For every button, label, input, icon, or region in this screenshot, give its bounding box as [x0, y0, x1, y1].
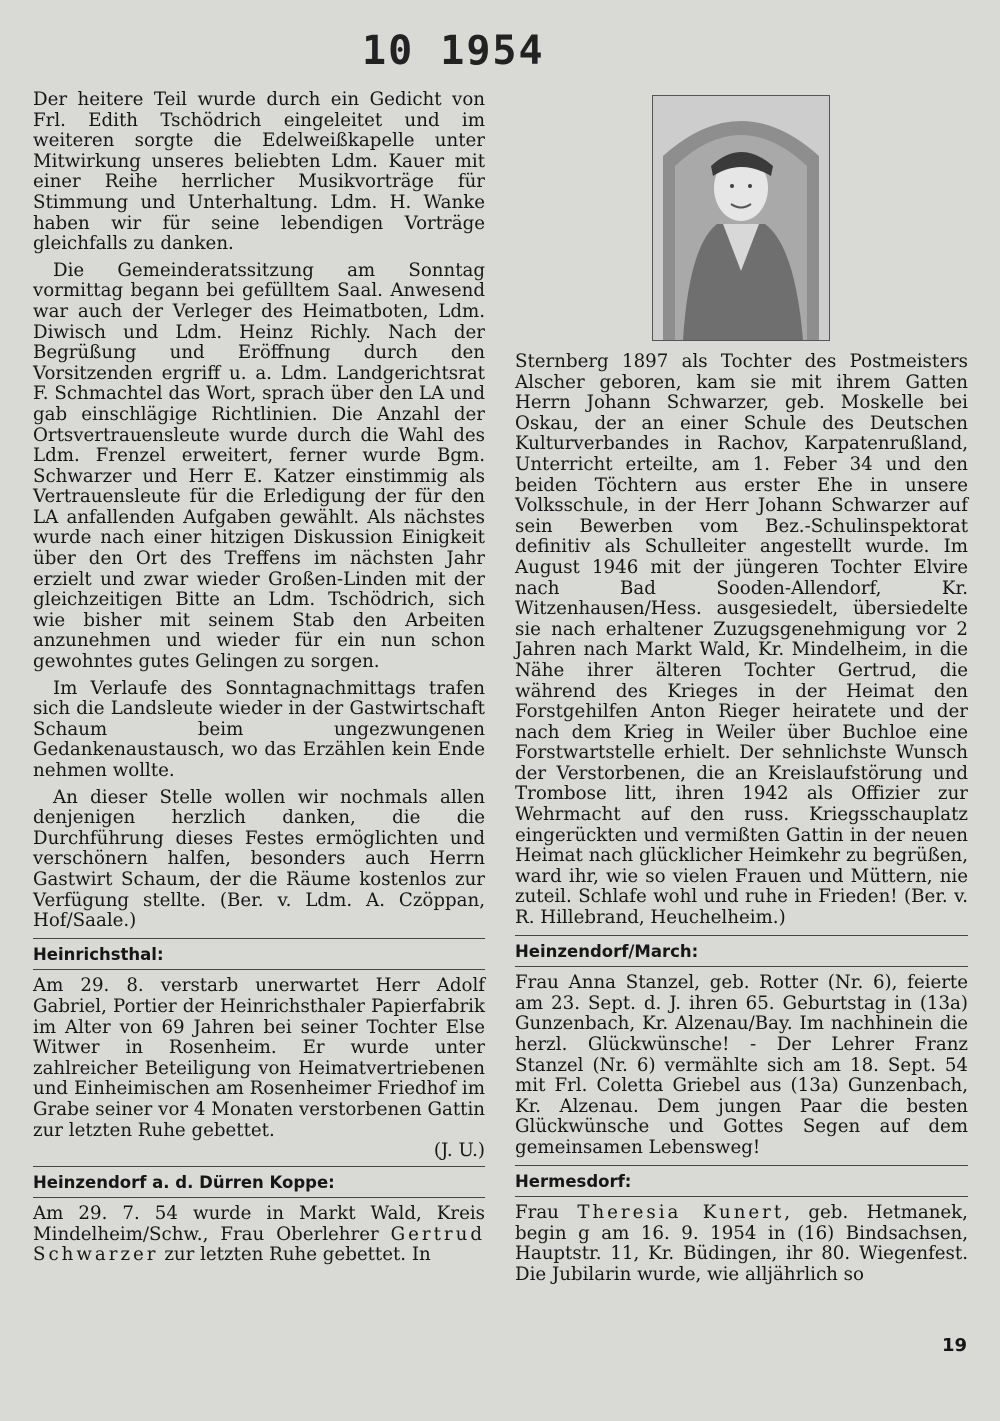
- section-divider: [33, 1166, 485, 1167]
- date-stamp: 10 1954: [362, 28, 545, 74]
- section-divider: [515, 935, 968, 936]
- section-heading-heinrichsthal: Heinrichsthal:: [33, 944, 164, 964]
- paragraph: An dieser Stelle wollen wir nochmals allen denjenigen herzlich danken, die die Durchführung dieses Festes ermöglichten und verschönern halfen, besonders auch Herrn Gastwirt Schaum, der die Räume kostenlos zur Verfügung stellte. (Ber. v. Ldm. A. Czöppan, Hof/Saale.): [33, 786, 485, 932]
- section-divider: [515, 966, 968, 967]
- person-name: Theresia Kunert: [577, 1202, 785, 1224]
- paragraph: Am 29. 8. verstarb unerwartet Herr Adolf Gabriel, Portier der Heinrichsthaler Papierfabrik im Alter von 69 Jahren bei seiner Tochter Else Witwer in Rosenheim. Er wurde unter zahlreicher Beteiligung von Heimatvertriebenen und Einheimischen am Rosenheimer Friedhof im Grabe seiner vor 4 Monaten verstorbenen Gattin zur letzten Ruhe gebettet.: [33, 975, 485, 1141]
- paragraph: Sternberg 1897 als Tochter des Postmeisters Alscher geboren, kam sie mit ihrem Gatten Herrn Johann Schwarzer, geb. Moskelle bei Oskau, der an einer Schule des Deutschen Kulturverbandes in Rachov, Karpatenrußland, Unterricht erteilte, am 1. Feber 34 und den beiden Töchtern aus erster Ehe in unsere Volksschule, in der Herr Johann Schwarzer auf sein Bewerben vom Bez.-Schulinspektorat definitiv als Schulleiter angestellt wurde. Im August 1946 mit der jüngeren Tochter Elvire nach Bad Sooden-Allendorf, Kr. Witzenhausen/Hess. ausgesiedelt, übersiedelte sie nach erhaltener Zuzugsgenehmigung vor 2 Jahren nach Markt Wald, Kr. Mindelheim, in die Nähe ihrer älteren Tochter Gertrud, die während des Krieges in der Heimat den Forstgehilfen Anton Rieger heiratete und der nach dem Krieg in Weiler über Buchloe eine Forstwartstelle erhielt. Der sehnlichste Wunsch der Verstorbenen, die an Kreislaufstörung und Trombose litt, ihren 1942 als Offizier zur Wehrmacht auf den russ. Kriegsschauplatz eingerückten und vermißten Gattin in der neuen Heimat nach glücklicher Heimkehr zu begrüßen, ward ihr, wie so vielen Frauen und Müttern, nie zuteil. Schlafe wohl und ruhe in Frieden! (Ber. v. R. Hillebrand, Heuchelheim.): [515, 351, 968, 929]
- text-fragment: , geb. Hetmanek, begin g am 16. 9. 1954 in (16) Bindsachsen, Hauptstr. 11, Kr. Büdingen, ihr 80. Wiegenfest. Die Jubilarin wurde, wie alljährlich so: [515, 1202, 968, 1285]
- section-heading-heinzendorf-march: Heinzendorf/March:: [515, 941, 699, 961]
- portrait-photo: [652, 95, 830, 341]
- text-fragment: Frau: [515, 1202, 559, 1224]
- text-fragment: Am 29. 7. 54 wurde in Markt Wald, Kreis Mindelheim/Schw., Frau Oberlehrer: [33, 1203, 485, 1245]
- section-divider: [515, 1196, 968, 1197]
- section-divider: [33, 1197, 485, 1198]
- section-heading-hermesdorf: Hermesdorf:: [515, 1171, 632, 1191]
- paragraph: Die Gemeinderatssitzung am Sonntag vormittag begann bei gefülltem Saal. Anwesend war auch der Verleger des Heimatboten, Ldm. Diwisch und Ldm. Heinz Richly. Nach der Begrüßung und Eröffnung durch den Vorsitzenden ergriff u. a. Ldm. Landgerichtsrat F. Schmachtel das Wort, sprach über den LA und gab einschlägige Richtlinien. Die Anzahl der Ortsvertrauensleute wurde durch die Wahl des Ldm. Frenzel erweitert, ferner wurde Bgm. Schwarzer und Herr E. Katzer einstimmig als Vertrauensleute für die Erledigung der für den LA anfallenden Aufgaben gewählt. Als nächstes wurde nach einer hitzigen Diskussion Einigkeit über den Ort des Treffens im nächsten Jahr erzielt und zwar wieder Großen-Linden mit der gleichzeitigen Bitte an Ldm. Tschödrich, sich wie bisher mit seinem Stab den Arbeiten anzunehmen und wieder für ein nun schon gewohntes gutes Gelingen zu sorgen.: [33, 259, 485, 673]
- person-name: Gertrud Schwarzer: [33, 1223, 485, 1266]
- section-divider: [515, 1165, 968, 1166]
- paragraph: [33, 1204, 485, 1266]
- author-signature: (J. U.): [433, 1140, 485, 1162]
- section-divider: [33, 938, 485, 939]
- paragraph: Frau Anna Stanzel, geb. Rotter (Nr. 6), feierte am 23. Sept. d. J. ihren 65. Geburtstag in (13a) Gunzenbach, Kr. Alzenau/Bay. Im nachhinein die herzl. Glückwünsche! - Der Lehrer Franz Stanzel (Nr. 6) vermählte sich am 18. Sept. 54 mit Frl. Coletta Griebel aus (13a) Gunzenbach, Kr. Alzenau. Dem jungen Paar die besten Glückwünsche und Gottes Segen auf dem gemeinsamen Lebensweg!: [515, 972, 968, 1158]
- section-divider: [33, 969, 485, 970]
- right-column: [515, 352, 968, 1292]
- text-fragment: zur letzten Ruhe gebettet. In: [164, 1244, 431, 1266]
- paragraph: Der heitere Teil wurde durch ein Gedicht von Frl. Edith Tschödrich eingeleitet und im weiteren sorgte die Edelweißkapelle unter Mitwirkung unseres beliebten Ldm. Kauer mit einer Reihe herrlicher Musikvorträge für Stimmung und Unterhaltung. Ldm. H. Wanke haben wir für seine lebendigen Vorträge gleichfalls zu danken.: [33, 89, 485, 255]
- section-heading-heinzendorf-koppe: Heinzendorf a. d. Dürren Koppe:: [33, 1172, 335, 1192]
- left-column: [33, 90, 485, 1272]
- paragraph: [515, 1203, 968, 1285]
- page-number: 19: [942, 1335, 968, 1356]
- paragraph: Im Verlaufe des Sonntagnachmittags trafen sich die Landsleute wieder in der Gastwirtschaft Schaum beim ungezwungenen Gedankenaustausch, wo das Erzählen kein Ende nehmen wollte.: [33, 677, 485, 781]
